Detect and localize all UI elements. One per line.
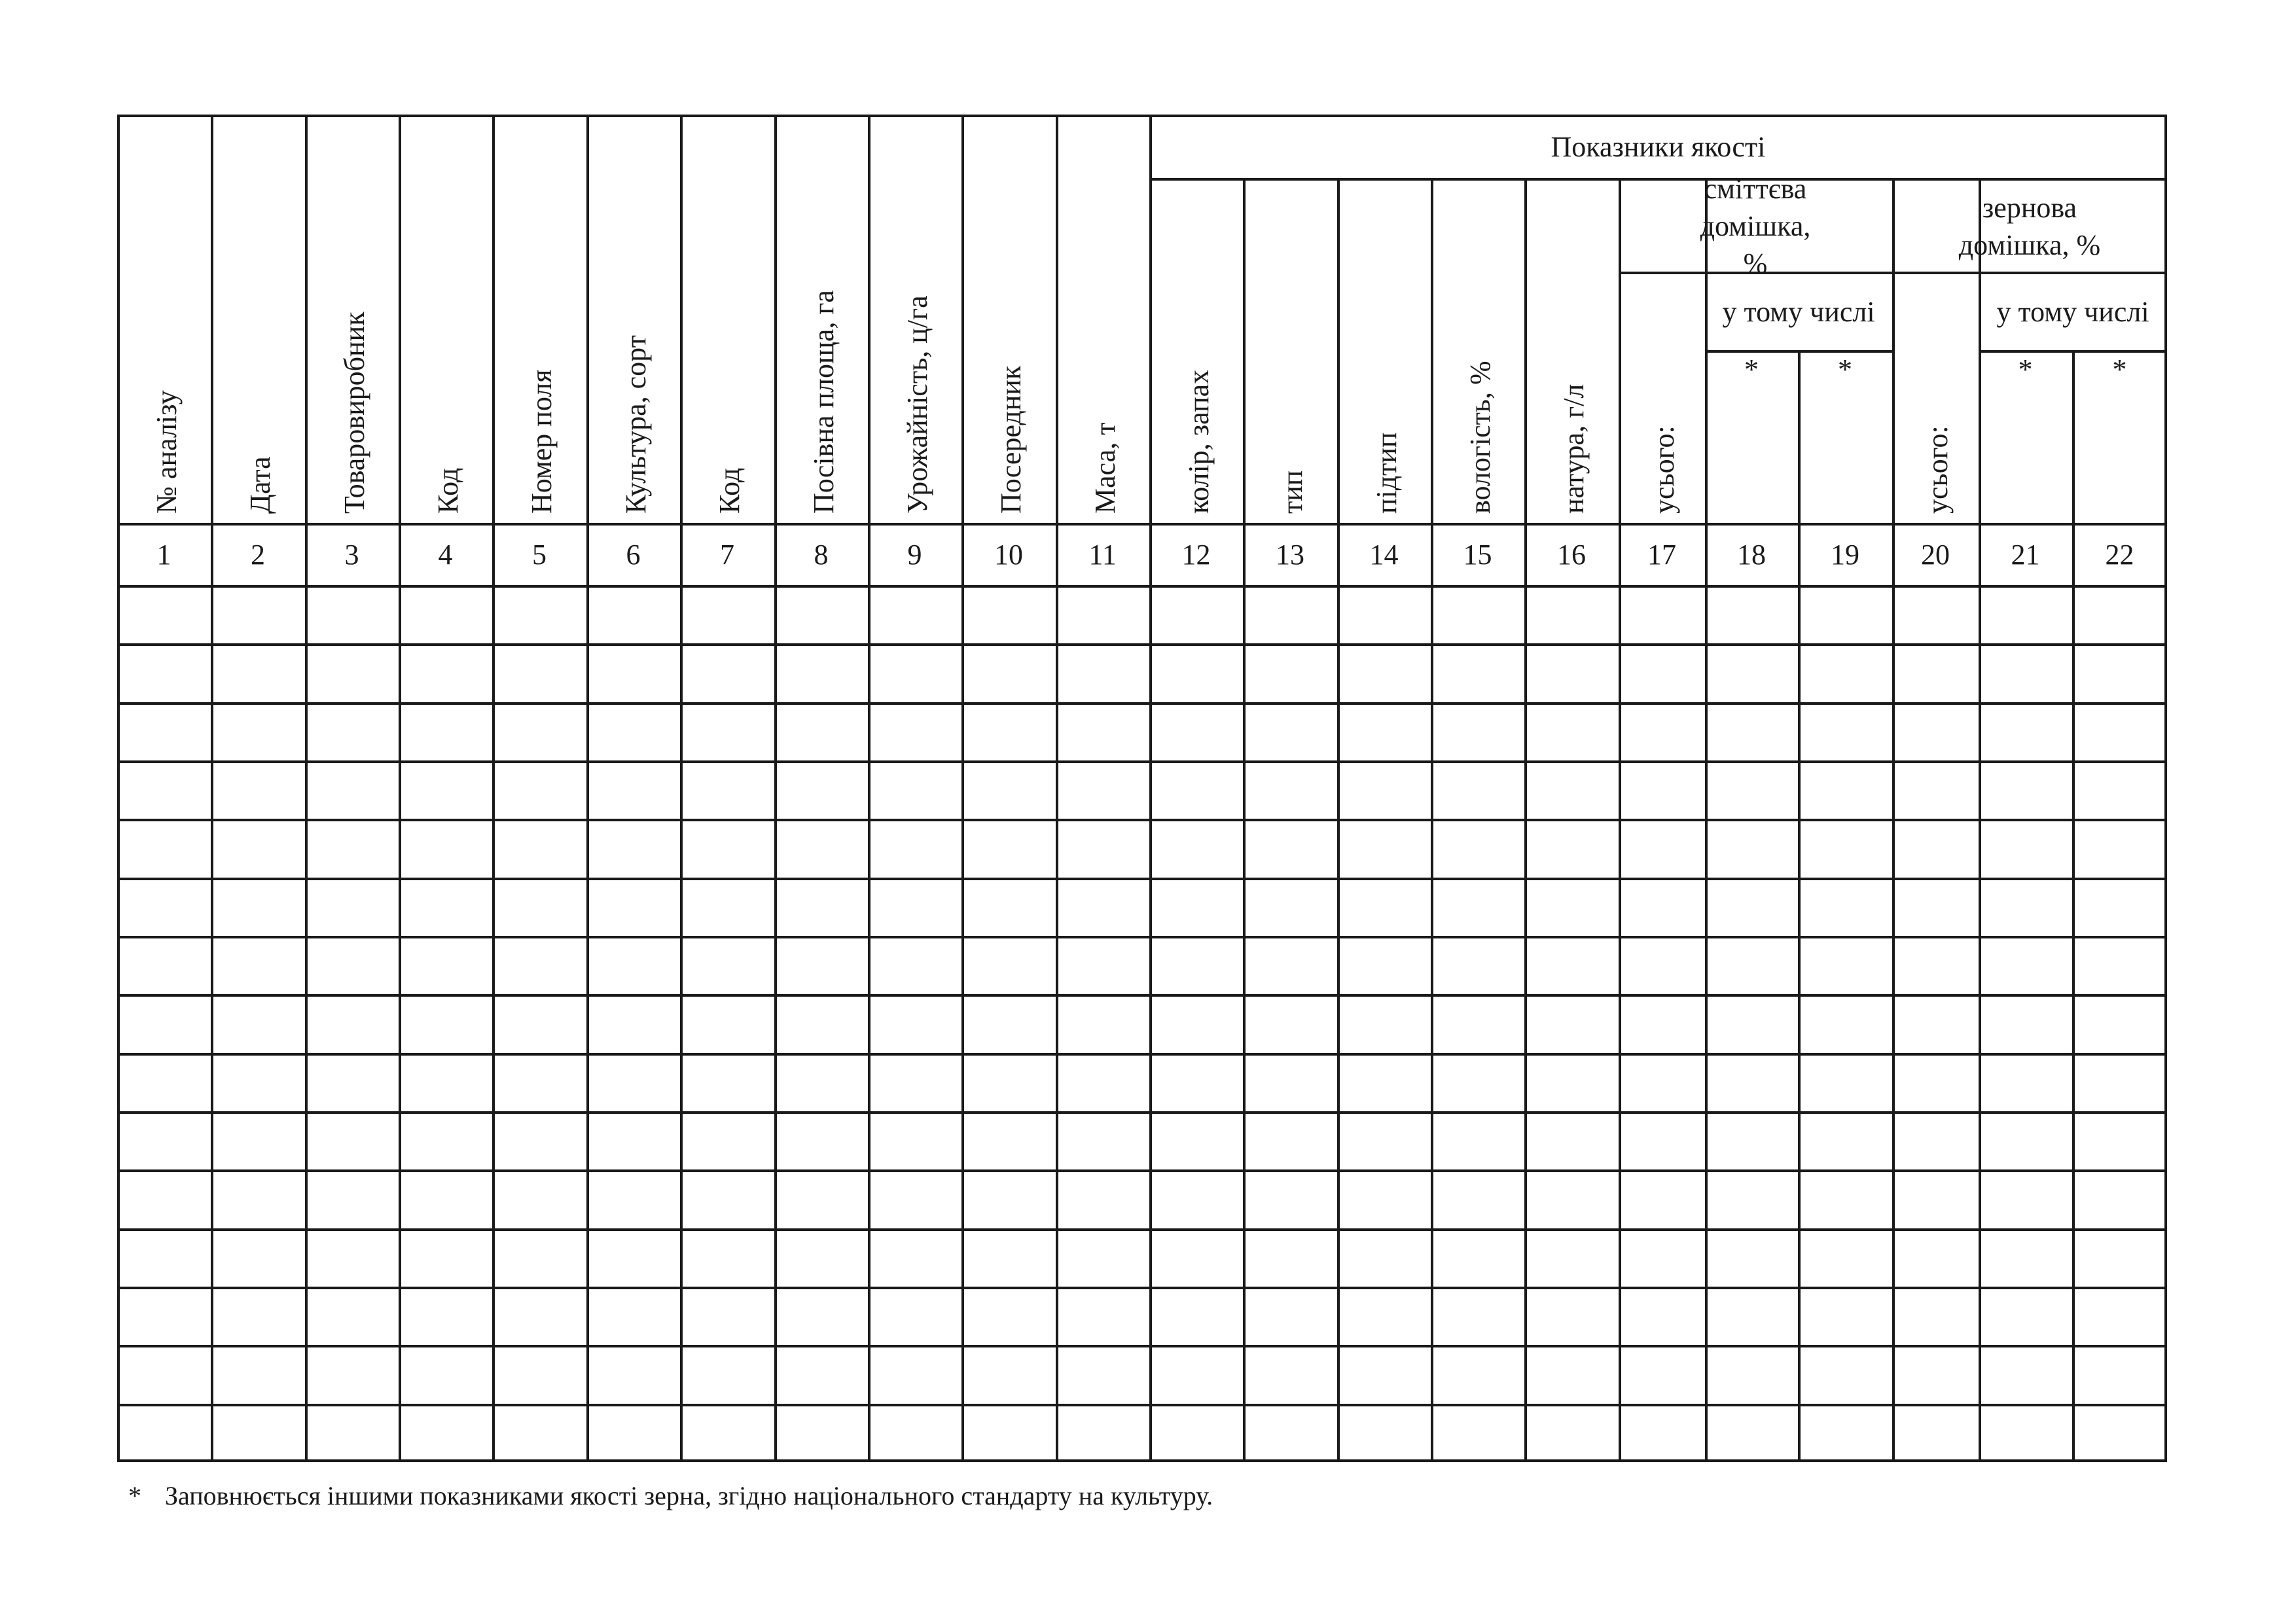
column-2-label: Дата — [244, 456, 276, 514]
row-divider-10 — [117, 1169, 2167, 1172]
column-12-label: колір, запах — [1182, 369, 1215, 514]
column-10-number: 10 — [994, 539, 1023, 571]
column-19-number: 19 — [1831, 539, 1859, 571]
column-divider-10 — [1056, 115, 1058, 1462]
column-divider-4 — [492, 115, 495, 1462]
footnote — [128, 1480, 1213, 1511]
column-10-label: Посередник — [995, 365, 1027, 514]
row-divider-14 — [117, 1404, 2167, 1406]
column-14-label: підтип — [1370, 432, 1403, 514]
number-row-bottom — [117, 585, 2167, 588]
column-20-label: усього: — [1922, 425, 1954, 514]
row-divider-5 — [117, 878, 2167, 880]
row-divider-3 — [117, 760, 2167, 763]
column-divider-18 — [1798, 350, 1801, 1462]
quality-indicators-header: Показники якості — [1551, 131, 1766, 163]
column-4-number: 4 — [438, 539, 453, 571]
header-line-bottom — [117, 523, 2167, 526]
column-20-number: 20 — [1921, 539, 1950, 571]
column-6-label: Культура, сорт — [619, 335, 652, 514]
table-border-right — [2164, 115, 2167, 1462]
column-8-number: 8 — [814, 539, 829, 571]
row-divider-11 — [117, 1228, 2167, 1231]
column-22-number: 22 — [2105, 539, 2134, 571]
column-11-label: Маса, т — [1088, 422, 1121, 514]
column-8-label: Посівна площа, га — [807, 290, 840, 514]
column-divider-7 — [774, 115, 777, 1462]
row-divider-6 — [117, 936, 2167, 938]
column-18-number: 18 — [1737, 539, 1766, 571]
table-border-top — [117, 115, 2167, 117]
table-border-bottom — [117, 1459, 2167, 1462]
column-9-label: Урожайність, ц/га — [901, 295, 933, 514]
row-divider-8 — [117, 1053, 2167, 1056]
column-13-number: 13 — [1276, 539, 1304, 571]
column-5-number: 5 — [532, 539, 547, 571]
column-1-label: № аналізу — [150, 390, 183, 514]
row-divider-7 — [117, 994, 2167, 997]
column-7-label: Код — [713, 467, 745, 514]
column-15-number: 15 — [1463, 539, 1492, 571]
column-22-star: * — [2112, 353, 2127, 385]
column-17-label: усього: — [1648, 425, 1680, 514]
column-divider-1 — [211, 115, 213, 1462]
column-divider-8 — [868, 115, 870, 1462]
column-21-star: * — [2018, 353, 2033, 385]
table-border-left — [117, 115, 120, 1462]
including-label-grain: у тому числі — [1996, 295, 2149, 328]
row-divider-9 — [117, 1111, 2167, 1114]
row-divider-4 — [117, 819, 2167, 821]
column-21-number: 21 — [2011, 539, 2040, 571]
footnote-text: Заповнюється іншими показниками якості зерна, згідно національного стандарту на культуру. — [165, 1481, 1213, 1510]
column-7-number: 7 — [720, 539, 734, 571]
column-19-star: * — [1838, 353, 1852, 385]
grain-impurity-header: зернова домішка, % — [1958, 191, 2101, 261]
column-divider-9 — [961, 115, 964, 1462]
header-line-group — [1149, 178, 2167, 181]
column-5-label: Номер поля — [526, 369, 558, 514]
column-11-number: 11 — [1088, 539, 1117, 571]
row-divider-13 — [117, 1345, 2167, 1347]
column-divider-21 — [2072, 350, 2075, 1462]
column-12-number: 12 — [1181, 539, 1211, 571]
column-13-label: тип — [1276, 470, 1308, 514]
column-15-label: вологість, % — [1463, 361, 1496, 514]
litter-impurity-header: сміттєва домішка, % — [1700, 172, 1811, 279]
analysis-table — [117, 115, 2167, 1462]
column-9-number: 9 — [907, 539, 922, 571]
column-divider-11 — [1149, 115, 1152, 1462]
column-17-number: 17 — [1647, 539, 1676, 571]
column-14-number: 14 — [1369, 539, 1399, 571]
row-divider-12 — [117, 1287, 2167, 1289]
column-3-label: Товаровиробник — [338, 312, 370, 514]
footnote-marker: * — [128, 1481, 141, 1510]
column-16-number: 16 — [1557, 539, 1586, 571]
column-divider-3 — [399, 115, 401, 1462]
column-divider-2 — [305, 115, 308, 1462]
column-divider-6 — [680, 115, 683, 1462]
column-18-star: * — [1744, 353, 1759, 385]
column-6-number: 6 — [626, 539, 641, 571]
row-divider-2 — [117, 702, 2167, 705]
column-3-number: 3 — [344, 539, 359, 571]
including-label-litter: у тому числі — [1722, 295, 1875, 328]
column-4-label: Код — [431, 467, 464, 514]
column-2-number: 2 — [251, 539, 265, 571]
column-16-label: натура, г/л — [1558, 383, 1590, 514]
column-1-number: 1 — [156, 539, 171, 571]
row-divider-1 — [117, 643, 2167, 646]
column-divider-5 — [586, 115, 589, 1462]
